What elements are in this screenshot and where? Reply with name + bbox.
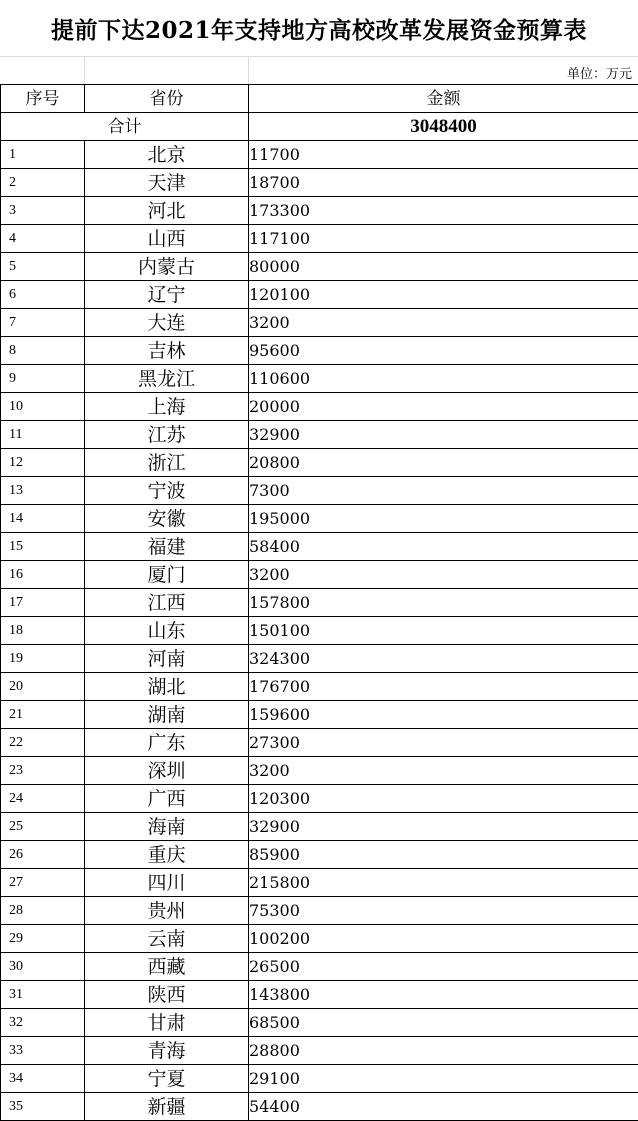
header-province: 省份 [85, 85, 249, 113]
row-number: 14 [1, 505, 85, 533]
row-province: 山东 [85, 617, 249, 645]
row-province: 福建 [85, 533, 249, 561]
row-amount: 173300 [249, 197, 638, 225]
table-row [1, 897, 638, 925]
row-province: 宁夏 [85, 1065, 249, 1093]
row-number: 4 [1, 225, 85, 253]
row-province: 厦门 [85, 561, 249, 589]
row-number: 32 [1, 1009, 85, 1037]
row-number: 27 [1, 869, 85, 897]
row-number: 34 [1, 1065, 85, 1093]
row-amount: 157800 [249, 589, 638, 617]
row-amount: 159600 [249, 701, 638, 729]
table-row [1, 449, 638, 477]
row-amount: 68500 [249, 1009, 638, 1037]
row-province: 广西 [85, 785, 249, 813]
table-row [1, 309, 638, 337]
table-row [1, 617, 638, 645]
row-amount: 3200 [249, 561, 638, 589]
row-province: 江苏 [85, 421, 249, 449]
row-number: 33 [1, 1037, 85, 1065]
row-number: 28 [1, 897, 85, 925]
row-number: 23 [1, 757, 85, 785]
row-number: 2 [1, 169, 85, 197]
row-amount: 195000 [249, 505, 638, 533]
row-number: 22 [1, 729, 85, 757]
header-no: 序号 [1, 85, 85, 113]
row-province: 海南 [85, 813, 249, 841]
table-row [1, 1065, 638, 1093]
row-amount: 7300 [249, 477, 638, 505]
row-amount: 110600 [249, 365, 638, 393]
row-province: 深圳 [85, 757, 249, 785]
table-row [1, 1037, 638, 1065]
row-amount: 3200 [249, 309, 638, 337]
row-number: 10 [1, 393, 85, 421]
row-province: 青海 [85, 1037, 249, 1065]
row-amount: 32900 [249, 813, 638, 841]
row-province: 重庆 [85, 841, 249, 869]
row-number: 16 [1, 561, 85, 589]
table-row [1, 645, 638, 673]
unit-row [0, 56, 638, 85]
row-number: 3 [1, 197, 85, 225]
row-amount: 150100 [249, 617, 638, 645]
row-number: 11 [1, 421, 85, 449]
row-amount: 26500 [249, 953, 638, 981]
row-number: 8 [1, 337, 85, 365]
row-province: 大连 [85, 309, 249, 337]
row-province: 上海 [85, 393, 249, 421]
row-number: 15 [1, 533, 85, 561]
row-number: 12 [1, 449, 85, 477]
row-amount: 3200 [249, 757, 638, 785]
row-amount: 120300 [249, 785, 638, 813]
row-number: 31 [1, 981, 85, 1009]
row-province: 内蒙古 [85, 253, 249, 281]
page-title: 提前下达2021年支持地方高校改革发展资金预算表 [50, 16, 587, 44]
table-row [1, 869, 638, 897]
table-row [1, 925, 638, 953]
unit-label: 单位：万元 [566, 67, 632, 82]
table-row [1, 365, 638, 393]
table-row [1, 981, 638, 1009]
row-number: 7 [1, 309, 85, 337]
row-amount: 324300 [249, 645, 638, 673]
table-row [1, 1093, 638, 1121]
table-row [1, 393, 638, 421]
row-number: 24 [1, 785, 85, 813]
row-province: 陕西 [85, 981, 249, 1009]
total-amount: 3048400 [249, 113, 638, 141]
row-amount: 11700 [249, 141, 638, 169]
row-amount: 20000 [249, 393, 638, 421]
row-province: 四川 [85, 869, 249, 897]
row-amount: 58400 [249, 533, 638, 561]
row-number: 5 [1, 253, 85, 281]
row-amount: 215800 [249, 869, 638, 897]
row-province: 贵州 [85, 897, 249, 925]
row-number: 17 [1, 589, 85, 617]
row-number: 6 [1, 281, 85, 309]
row-amount: 20800 [249, 449, 638, 477]
row-province: 河南 [85, 645, 249, 673]
row-amount: 100200 [249, 925, 638, 953]
header-amount: 金额 [249, 85, 638, 113]
title-row [0, 0, 638, 56]
row-number: 19 [1, 645, 85, 673]
row-province: 黑龙江 [85, 365, 249, 393]
row-province: 宁波 [85, 477, 249, 505]
row-province: 河北 [85, 197, 249, 225]
table-row [1, 701, 638, 729]
row-amount: 117100 [249, 225, 638, 253]
row-province: 湖南 [85, 701, 249, 729]
row-amount: 120100 [249, 281, 638, 309]
table-row [1, 757, 638, 785]
table-row [1, 561, 638, 589]
row-number: 26 [1, 841, 85, 869]
row-province: 新疆 [85, 1093, 249, 1121]
row-province: 云南 [85, 925, 249, 953]
row-amount: 176700 [249, 673, 638, 701]
table-row [1, 197, 638, 225]
row-number: 30 [1, 953, 85, 981]
table-row [1, 477, 638, 505]
table-row [1, 253, 638, 281]
table-row [1, 589, 638, 617]
row-number: 21 [1, 701, 85, 729]
table-row [1, 505, 638, 533]
row-province: 山西 [85, 225, 249, 253]
table-row [1, 785, 638, 813]
row-amount: 80000 [249, 253, 638, 281]
row-amount: 95600 [249, 337, 638, 365]
header-row [1, 85, 638, 113]
row-amount: 32900 [249, 421, 638, 449]
table-row [1, 281, 638, 309]
table-row [1, 533, 638, 561]
table-row [1, 337, 638, 365]
budget-table [0, 84, 638, 1121]
row-amount: 18700 [249, 169, 638, 197]
table-row [1, 169, 638, 197]
table-row [1, 141, 638, 169]
row-province: 天津 [85, 169, 249, 197]
table-row [1, 1009, 638, 1037]
row-number: 1 [1, 141, 85, 169]
row-amount: 27300 [249, 729, 638, 757]
row-province: 吉林 [85, 337, 249, 365]
row-amount: 54400 [249, 1093, 638, 1121]
grid-line [248, 57, 249, 85]
row-number: 29 [1, 925, 85, 953]
table-row [1, 953, 638, 981]
row-number: 20 [1, 673, 85, 701]
row-number: 18 [1, 617, 85, 645]
table-row [1, 813, 638, 841]
total-label: 合计 [1, 113, 249, 141]
row-province: 广东 [85, 729, 249, 757]
row-amount: 29100 [249, 1065, 638, 1093]
table-row [1, 729, 638, 757]
table-row [1, 841, 638, 869]
row-province: 辽宁 [85, 281, 249, 309]
table-row [1, 225, 638, 253]
row-number: 9 [1, 365, 85, 393]
row-number: 13 [1, 477, 85, 505]
table-row [1, 673, 638, 701]
row-province: 北京 [85, 141, 249, 169]
row-province: 浙江 [85, 449, 249, 477]
row-province: 甘肃 [85, 1009, 249, 1037]
row-amount: 85900 [249, 841, 638, 869]
row-amount: 143800 [249, 981, 638, 1009]
table-row [1, 421, 638, 449]
row-amount: 28800 [249, 1037, 638, 1065]
row-province: 湖北 [85, 673, 249, 701]
row-number: 35 [1, 1093, 85, 1121]
row-amount: 75300 [249, 897, 638, 925]
row-province: 西藏 [85, 953, 249, 981]
total-row [1, 113, 638, 141]
row-province: 安徽 [85, 505, 249, 533]
grid-line [84, 57, 85, 85]
row-number: 25 [1, 813, 85, 841]
row-province: 江西 [85, 589, 249, 617]
